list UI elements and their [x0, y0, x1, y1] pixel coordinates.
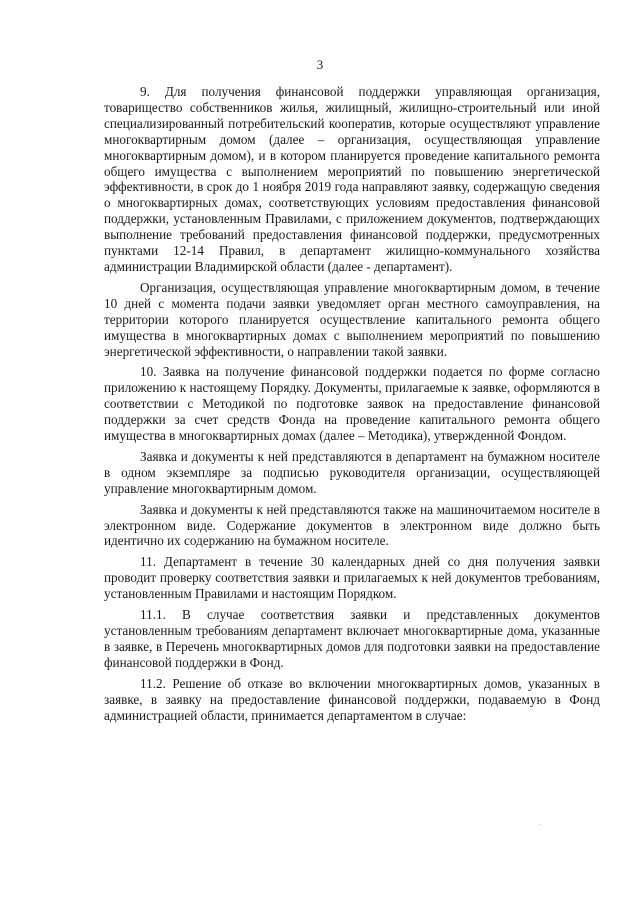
paragraph-11: 11. Департамент в течение 30 календарных дней со дня получения заявки проводит проверку соответствия заявки и прилагаемых к ней документов требованиям, установленным Правилами и настоящим Порядком. [104, 554, 600, 602]
paragraph-10: 10. Заявка на получение финансовой поддержки подается по форме согласно приложению к настоящему Порядку. Документы, прилагаемые к заявке, оформляются в соответствии с Методикой по подготовке заявок на предоставление финансовой поддержки за счет средств Фонда на проведение капитального ремонта общего имущества в многоквартирных домах (далее – Методика), утвержденной Фондом. [104, 364, 600, 444]
paragraph-9: 9. Для получения финансовой поддержки управляющая организация, товарищество собственников жилья, жилищный, жилищно-строительный или иной специализированный потребительский кооператив, которые осуществляют управление многоквартирным домом (далее – организация, осуществляющая управление многоквартирным домом), и в котором планируется проведение капитального ремонта общего имущества с выполнением мероприятий по повышению энергетической эффективности, в срок до 1 ноября 2019 года направляют заявку, содержащую сведения о многоквартирных домах, соответствующих условиям предоставления финансовой поддержки, установленным Правилами, с приложением документов, подтверждающих выполнение требований предоставления финансовой поддержки, предусмотренных пунктами 12-14 Правил, в департамент жилищно-коммунального хозяйства администрации Владимирской области (далее - департамент). [104, 84, 600, 274]
paragraph-11-2: 11.2. Решение об отказе во включении многоквартирных домов, указанных в заявке, в заявку на предоставление финансовой поддержки, подаваемую в Фонд администрацией области, принимается департаментом в случае: [104, 675, 600, 723]
page-number: 3 [316, 57, 324, 72]
paragraph-10-paper: Заявка и документы к ней представляются в департамент на бумажном носителе в одном экземпляре за подписью руководителя организации, осуществляющей управление многоквартирным домом. [104, 448, 600, 496]
scan-speck [517, 480, 518, 481]
paragraph-9-notice: Организация, осуществляющая управление многоквартирным домом, в течение 10 дней с момента подачи заявки уведомляет орган местного самоуправления, на территории которого планируется осуществление капитального ремонта общего имущества в многоквартирных домах с выполнением мероприятий по повышению энергетической эффективности, о направлении такой заявки. [104, 279, 600, 359]
paragraph-11-1: 11.1. В случае соответствия заявки и представленных документов установленным требованиям департамент включает многоквартирные дома, указанные в заявке, в Перечень многоквартирных домов для подготовки заявки на предоставление финансовой поддержки в Фонд. [104, 607, 600, 670]
document-body [104, 84, 600, 723]
scan-speck [539, 824, 540, 825]
paragraph-10-electronic: Заявка и документы к ней представляются также на машиночитаемом носителе в электронном виде. Содержание документов в электронном виде должно быть идентично их содержанию на бумажном носителе. [104, 501, 600, 549]
